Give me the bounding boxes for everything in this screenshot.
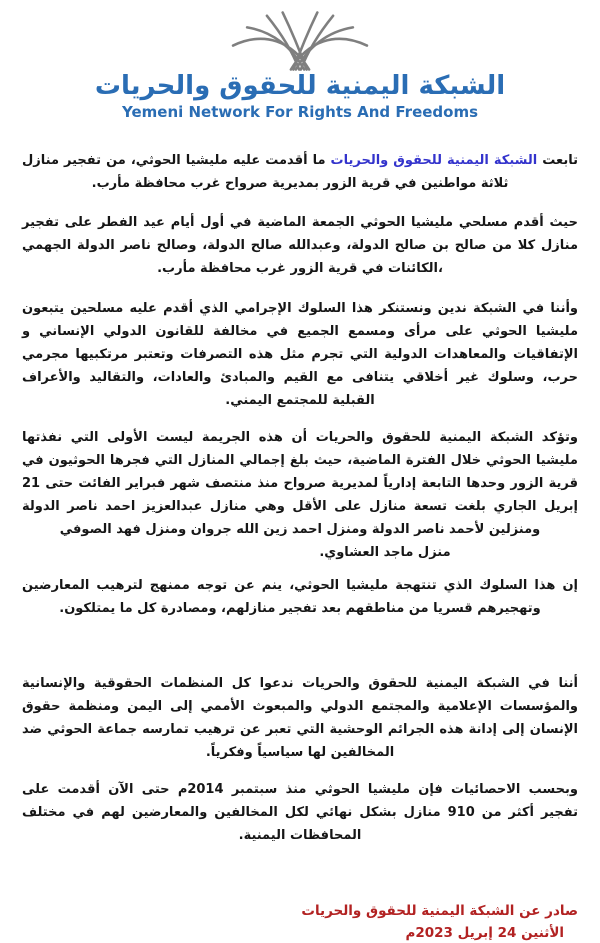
- paragraph-4: وتؤكد الشبكة اليمنية للحقوق والحريات أن هذه الجريمة ليست الأولى التي نفذتها مليشيا الحوثي خلال الفترة الماضية، حيث بلغ إجمالي المنازل التي فجرها الحوثيون في قرية الزور وحدها التابعة إدارياً لمديرية صرواح منذ منتصف شهر فبراير الفائت حتى 21 إبريل الجاري بلغت تسعة منازل على الأقل وهي منازل عبدالعزيز احمد ناصر الدولة ومنزلين لأحمد ناصر الدولة ومنزل احمد زين الله جروان ومنزل فهد الصوفي: [22, 429, 578, 537]
- paragraph-1-rest: ما أقدمت عليه مليشيا الحوثي، من تفجير منازل ثلاثة مواطنين في قرية الزور بمديرية صرواح غرب محافظة مأرب.: [22, 152, 509, 191]
- statement-footer: [0, 901, 600, 943]
- org-title-english: Yemeni Network For Rights And Freedoms: [121, 102, 479, 121]
- paragraph-4-last-line: منزل ماجد العشاوي.: [319, 544, 451, 560]
- statement-date: الأثنين 24 إبريل 2023م: [405, 924, 564, 941]
- issued-by-line: صادر عن الشبكة اليمنية للحقوق والحريات: [301, 902, 578, 919]
- network-arcs-icon: [215, 10, 385, 72]
- org-logo: [0, 0, 600, 121]
- paragraph-1-lead: تابعت: [537, 152, 578, 168]
- paragraph-7: وبحسب الاحصائيات فإن مليشيا الحوثي منذ سبتمبر 2014م حتى الآن أقدمت على تفجير أكثر من 910 منازل بشكل نهائي لكل المخالفين والمعارضين لهم في مختلف المحافظات اليمنية.: [22, 781, 578, 843]
- paragraph-6: أننا في الشبكة اليمنية للحقوق والحريات ندعوا كل المنظمات الحقوقية والإنسانية والمؤسسات الإعلامية والمجتمع الدولي والمبعوث الأممي إلى اليمن ومنظمة حقوق الإنسان إلى إدانة هذه الجرائم الوحشية التي تعبر عن ترهيب تمارسه جماعة الحوثي ضد المخالفين لها سياسياً وفكرياً.: [22, 675, 578, 760]
- statement-body: [0, 149, 600, 847]
- org-name-link[interactable]: الشبكة اليمنية للحقوق والحريات: [330, 152, 538, 168]
- org-title-arabic: الشبكة اليمنية للحقوق والحريات: [94, 71, 506, 101]
- paragraph-5: إن هذا السلوك الذي تنتهجة مليشيا الحوثي، ينم عن توجه ممنهج لترهيب المعارضين وتهجيرهم قسريا من مناطقهم بعد تفجير منازلهم، ومصادرة كل ما يمتلكون.: [22, 577, 578, 616]
- paragraph-2: حيث أقدم مسلحي مليشيا الحوثي الجمعة الماضية في أول أيام عيد الفطر على تفجير منازل كلا من صالح بن صالح الدولة، وعبدالله صالح الدولة، وصالح ناصر الدولة الجهمي ،الكائنات في قرية الزور غرب محافظة مأرب.: [22, 214, 578, 276]
- paragraph-3: وأننا في الشبكة ندين ونستنكر هذا السلوك الإجرامي الذي أقدم عليه مسلحين يتبعون مليشيا الحوثي على مرأى ومسمع الجميع في مخالفة للقانون الدولي الإنساني و الإتفاقيات والمعاهدات الدولية التي تجرم مثل هذه التصرفات وتعتبر مرتكبيها مجرمي حرب، وسلوك غير أخلاقي يتنافى مع القيم والمبادئ والعادات، والتقاليد والأعراف القبلية للمجتمع اليمني.: [22, 300, 578, 408]
- paragraph-1: [22, 149, 578, 195]
